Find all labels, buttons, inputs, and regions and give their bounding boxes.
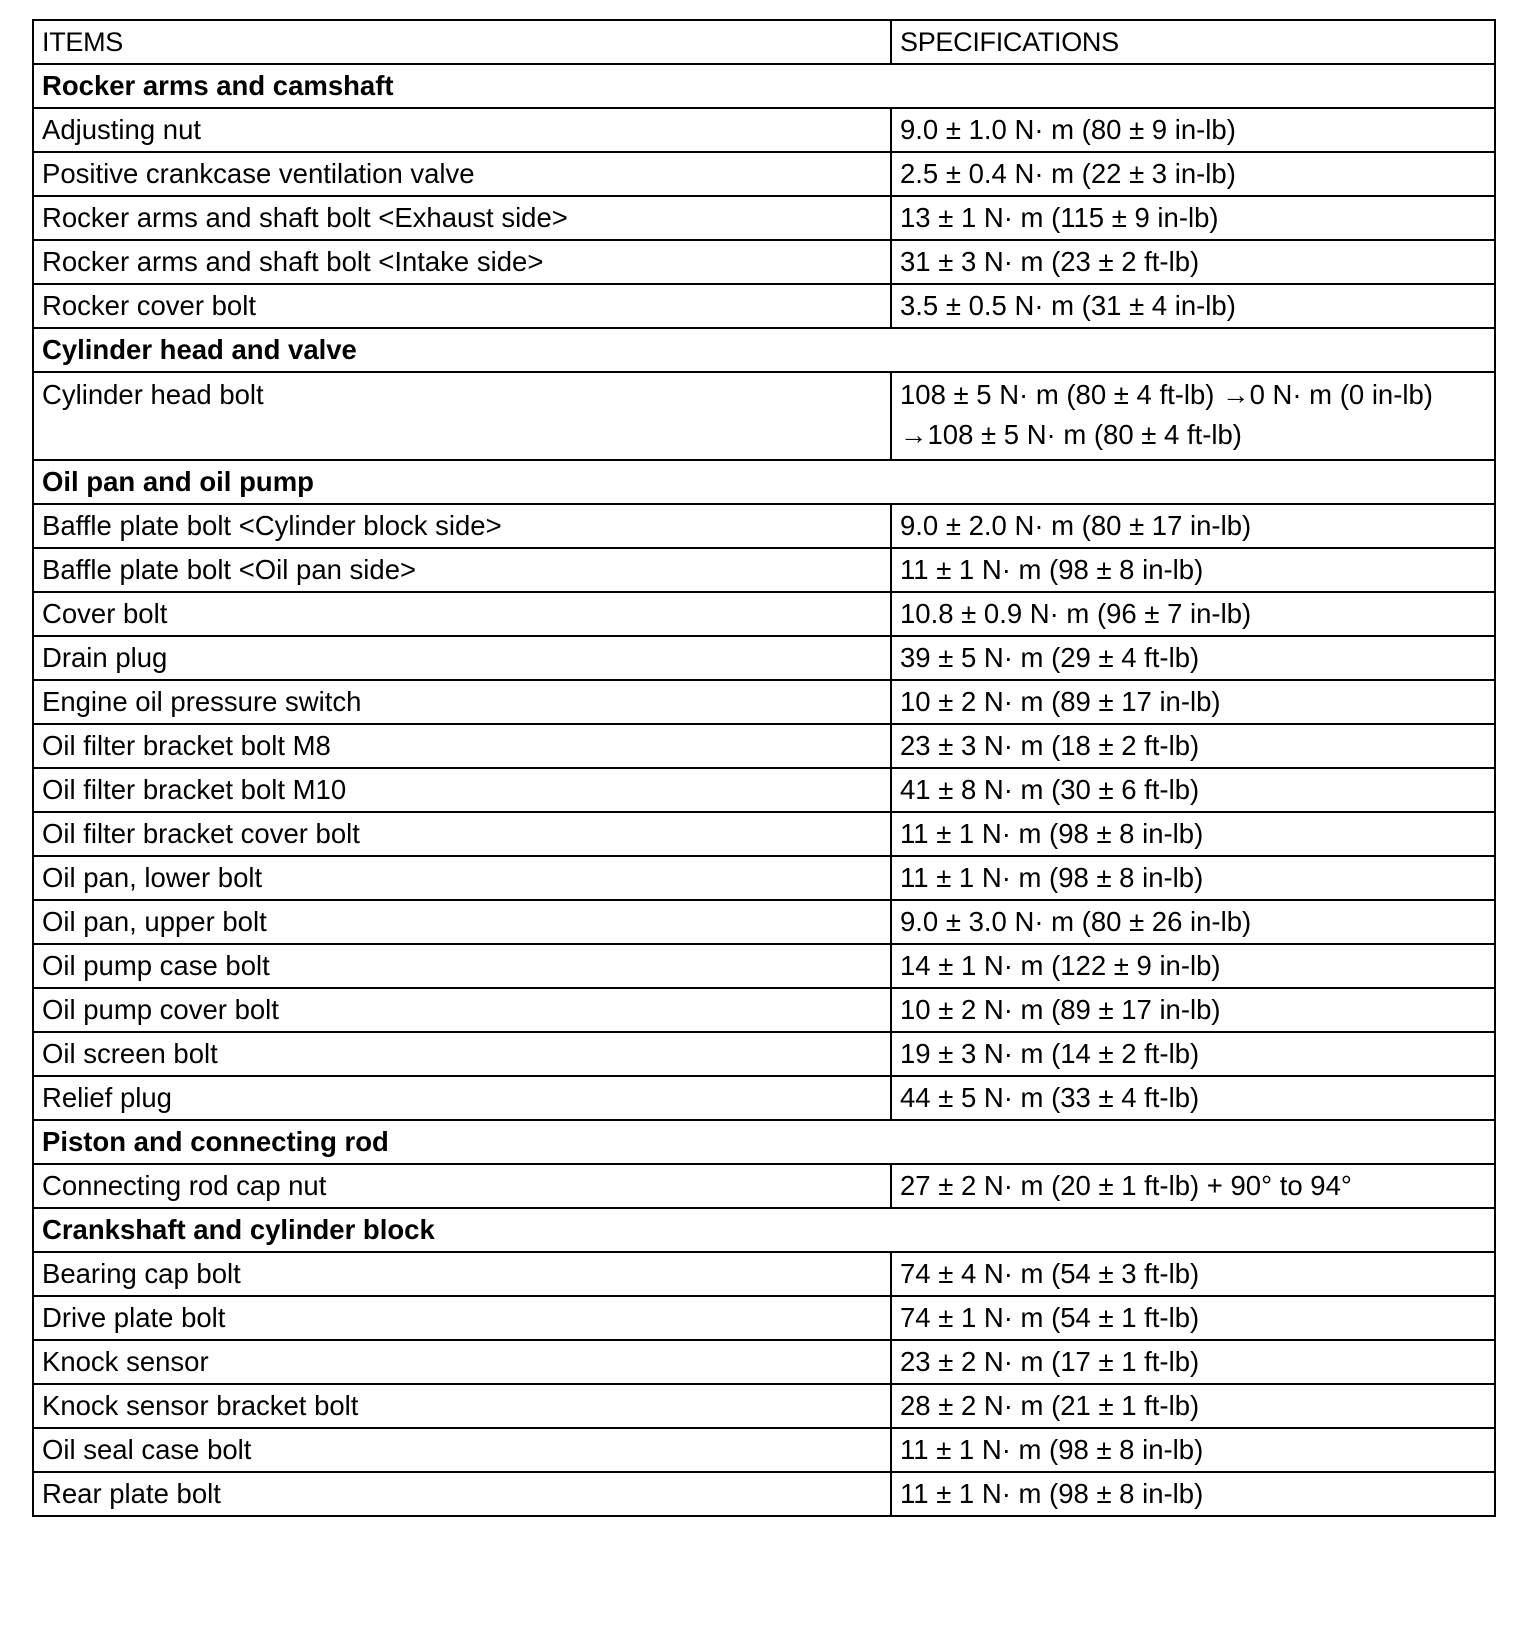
table-row: [33, 1164, 1495, 1208]
spec-cell: 44 ± 5 N· m (33 ± 4 ft-lb): [891, 1076, 1495, 1120]
spec-line: →108 ± 5 N· m (80 ± 4 ft-lb): [900, 419, 1242, 450]
table-row: [33, 636, 1495, 680]
table-row: [33, 1252, 1495, 1296]
spec-cell: 9.0 ± 2.0 N· m (80 ± 17 in-lb): [891, 504, 1495, 548]
table-row: [33, 680, 1495, 724]
item-cell: Oil pump cover bolt: [33, 988, 891, 1032]
spec-cell: 74 ± 1 N· m (54 ± 1 ft-lb): [891, 1296, 1495, 1340]
item-cell: Oil filter bracket cover bolt: [33, 812, 891, 856]
table-row: [33, 1340, 1495, 1384]
section-row: [33, 1208, 1495, 1252]
table-row: [33, 944, 1495, 988]
table-row: [33, 1032, 1495, 1076]
spec-cell: 2.5 ± 0.4 N· m (22 ± 3 in-lb): [891, 152, 1495, 196]
item-cell: Oil filter bracket bolt M8: [33, 724, 891, 768]
item-cell: Bearing cap bolt: [33, 1252, 891, 1296]
spec-line: 108 ± 5 N· m (80 ± 4 ft-lb) →0 N· m (0 in-lb): [900, 379, 1433, 410]
item-cell: Positive crankcase ventilation valve: [33, 152, 891, 196]
table-row: [33, 1296, 1495, 1340]
spec-cell: 19 ± 3 N· m (14 ± 2 ft-lb): [891, 1032, 1495, 1076]
spec-cell: 41 ± 8 N· m (30 ± 6 ft-lb): [891, 768, 1495, 812]
item-cell: Oil pan, upper bolt: [33, 900, 891, 944]
item-cell: Cover bolt: [33, 592, 891, 636]
table-row: [33, 284, 1495, 328]
section-title: Rocker arms and camshaft: [33, 64, 1495, 108]
item-cell: Oil pan, lower bolt: [33, 856, 891, 900]
table-row: [33, 1076, 1495, 1120]
table-row: [33, 592, 1495, 636]
item-cell: Engine oil pressure switch: [33, 680, 891, 724]
table-row: [33, 548, 1495, 592]
item-cell: Adjusting nut: [33, 108, 891, 152]
item-cell: Rocker arms and shaft bolt <Intake side>: [33, 240, 891, 284]
spec-cell: 13 ± 1 N· m (115 ± 9 in-lb): [891, 196, 1495, 240]
item-cell: Oil filter bracket bolt M10: [33, 768, 891, 812]
table-row: [33, 1384, 1495, 1428]
item-cell: Knock sensor bracket bolt: [33, 1384, 891, 1428]
torque-spec-table: [32, 19, 1496, 1517]
table-row: [33, 856, 1495, 900]
table-row: [33, 240, 1495, 284]
item-cell: Relief plug: [33, 1076, 891, 1120]
spec-cell: 27 ± 2 N· m (20 ± 1 ft-lb) + 90° to 94°: [891, 1164, 1495, 1208]
spec-cell: 10 ± 2 N· m (89 ± 17 in-lb): [891, 988, 1495, 1032]
header-row: [33, 20, 1495, 64]
section-title: Oil pan and oil pump: [33, 460, 1495, 504]
item-cell: Oil screen bolt: [33, 1032, 891, 1076]
spec-cell: 9.0 ± 3.0 N· m (80 ± 26 in-lb): [891, 900, 1495, 944]
table-row: [33, 1428, 1495, 1472]
section-title: Cylinder head and valve: [33, 328, 1495, 372]
table-row: [33, 504, 1495, 548]
specifications-header: SPECIFICATIONS: [891, 20, 1495, 64]
spec-cell: 23 ± 3 N· m (18 ± 2 ft-lb): [891, 724, 1495, 768]
section-row: [33, 1120, 1495, 1164]
spec-cell: 11 ± 1 N· m (98 ± 8 in-lb): [891, 812, 1495, 856]
section-title: Piston and connecting rod: [33, 1120, 1495, 1164]
item-cell: Baffle plate bolt <Oil pan side>: [33, 548, 891, 592]
item-cell: Rocker arms and shaft bolt <Exhaust side>: [33, 196, 891, 240]
spec-cell: 3.5 ± 0.5 N· m (31 ± 4 in-lb): [891, 284, 1495, 328]
table-row: [33, 768, 1495, 812]
spec-cell: [891, 372, 1495, 460]
spec-cell: 11 ± 1 N· m (98 ± 8 in-lb): [891, 548, 1495, 592]
spec-cell: 31 ± 3 N· m (23 ± 2 ft-lb): [891, 240, 1495, 284]
item-cell: Baffle plate bolt <Cylinder block side>: [33, 504, 891, 548]
table-row: [33, 372, 1495, 460]
item-cell: Knock sensor: [33, 1340, 891, 1384]
table-row: [33, 196, 1495, 240]
item-cell: Rocker cover bolt: [33, 284, 891, 328]
item-cell: Connecting rod cap nut: [33, 1164, 891, 1208]
items-header: ITEMS: [33, 20, 891, 64]
item-cell: Drive plate bolt: [33, 1296, 891, 1340]
item-cell: Oil pump case bolt: [33, 944, 891, 988]
table-row: [33, 988, 1495, 1032]
item-cell: Drain plug: [33, 636, 891, 680]
spec-cell: 9.0 ± 1.0 N· m (80 ± 9 in-lb): [891, 108, 1495, 152]
spec-cell: 14 ± 1 N· m (122 ± 9 in-lb): [891, 944, 1495, 988]
spec-cell: 11 ± 1 N· m (98 ± 8 in-lb): [891, 1472, 1495, 1516]
section-row: [33, 328, 1495, 372]
item-cell: Cylinder head bolt: [33, 372, 891, 460]
spec-cell: 11 ± 1 N· m (98 ± 8 in-lb): [891, 856, 1495, 900]
spec-cell: 10.8 ± 0.9 N· m (96 ± 7 in-lb): [891, 592, 1495, 636]
table-row: [33, 108, 1495, 152]
table-row: [33, 724, 1495, 768]
section-title: Crankshaft and cylinder block: [33, 1208, 1495, 1252]
table-row: [33, 900, 1495, 944]
item-cell: Oil seal case bolt: [33, 1428, 891, 1472]
spec-cell: 28 ± 2 N· m (21 ± 1 ft-lb): [891, 1384, 1495, 1428]
section-row: [33, 64, 1495, 108]
item-cell: Rear plate bolt: [33, 1472, 891, 1516]
spec-cell: 10 ± 2 N· m (89 ± 17 in-lb): [891, 680, 1495, 724]
spec-cell: 39 ± 5 N· m (29 ± 4 ft-lb): [891, 636, 1495, 680]
table-row: [33, 1472, 1495, 1516]
table-row: [33, 152, 1495, 196]
spec-cell: 23 ± 2 N· m (17 ± 1 ft-lb): [891, 1340, 1495, 1384]
table-row: [33, 812, 1495, 856]
spec-cell: 11 ± 1 N· m (98 ± 8 in-lb): [891, 1428, 1495, 1472]
section-row: [33, 460, 1495, 504]
spec-cell: 74 ± 4 N· m (54 ± 3 ft-lb): [891, 1252, 1495, 1296]
